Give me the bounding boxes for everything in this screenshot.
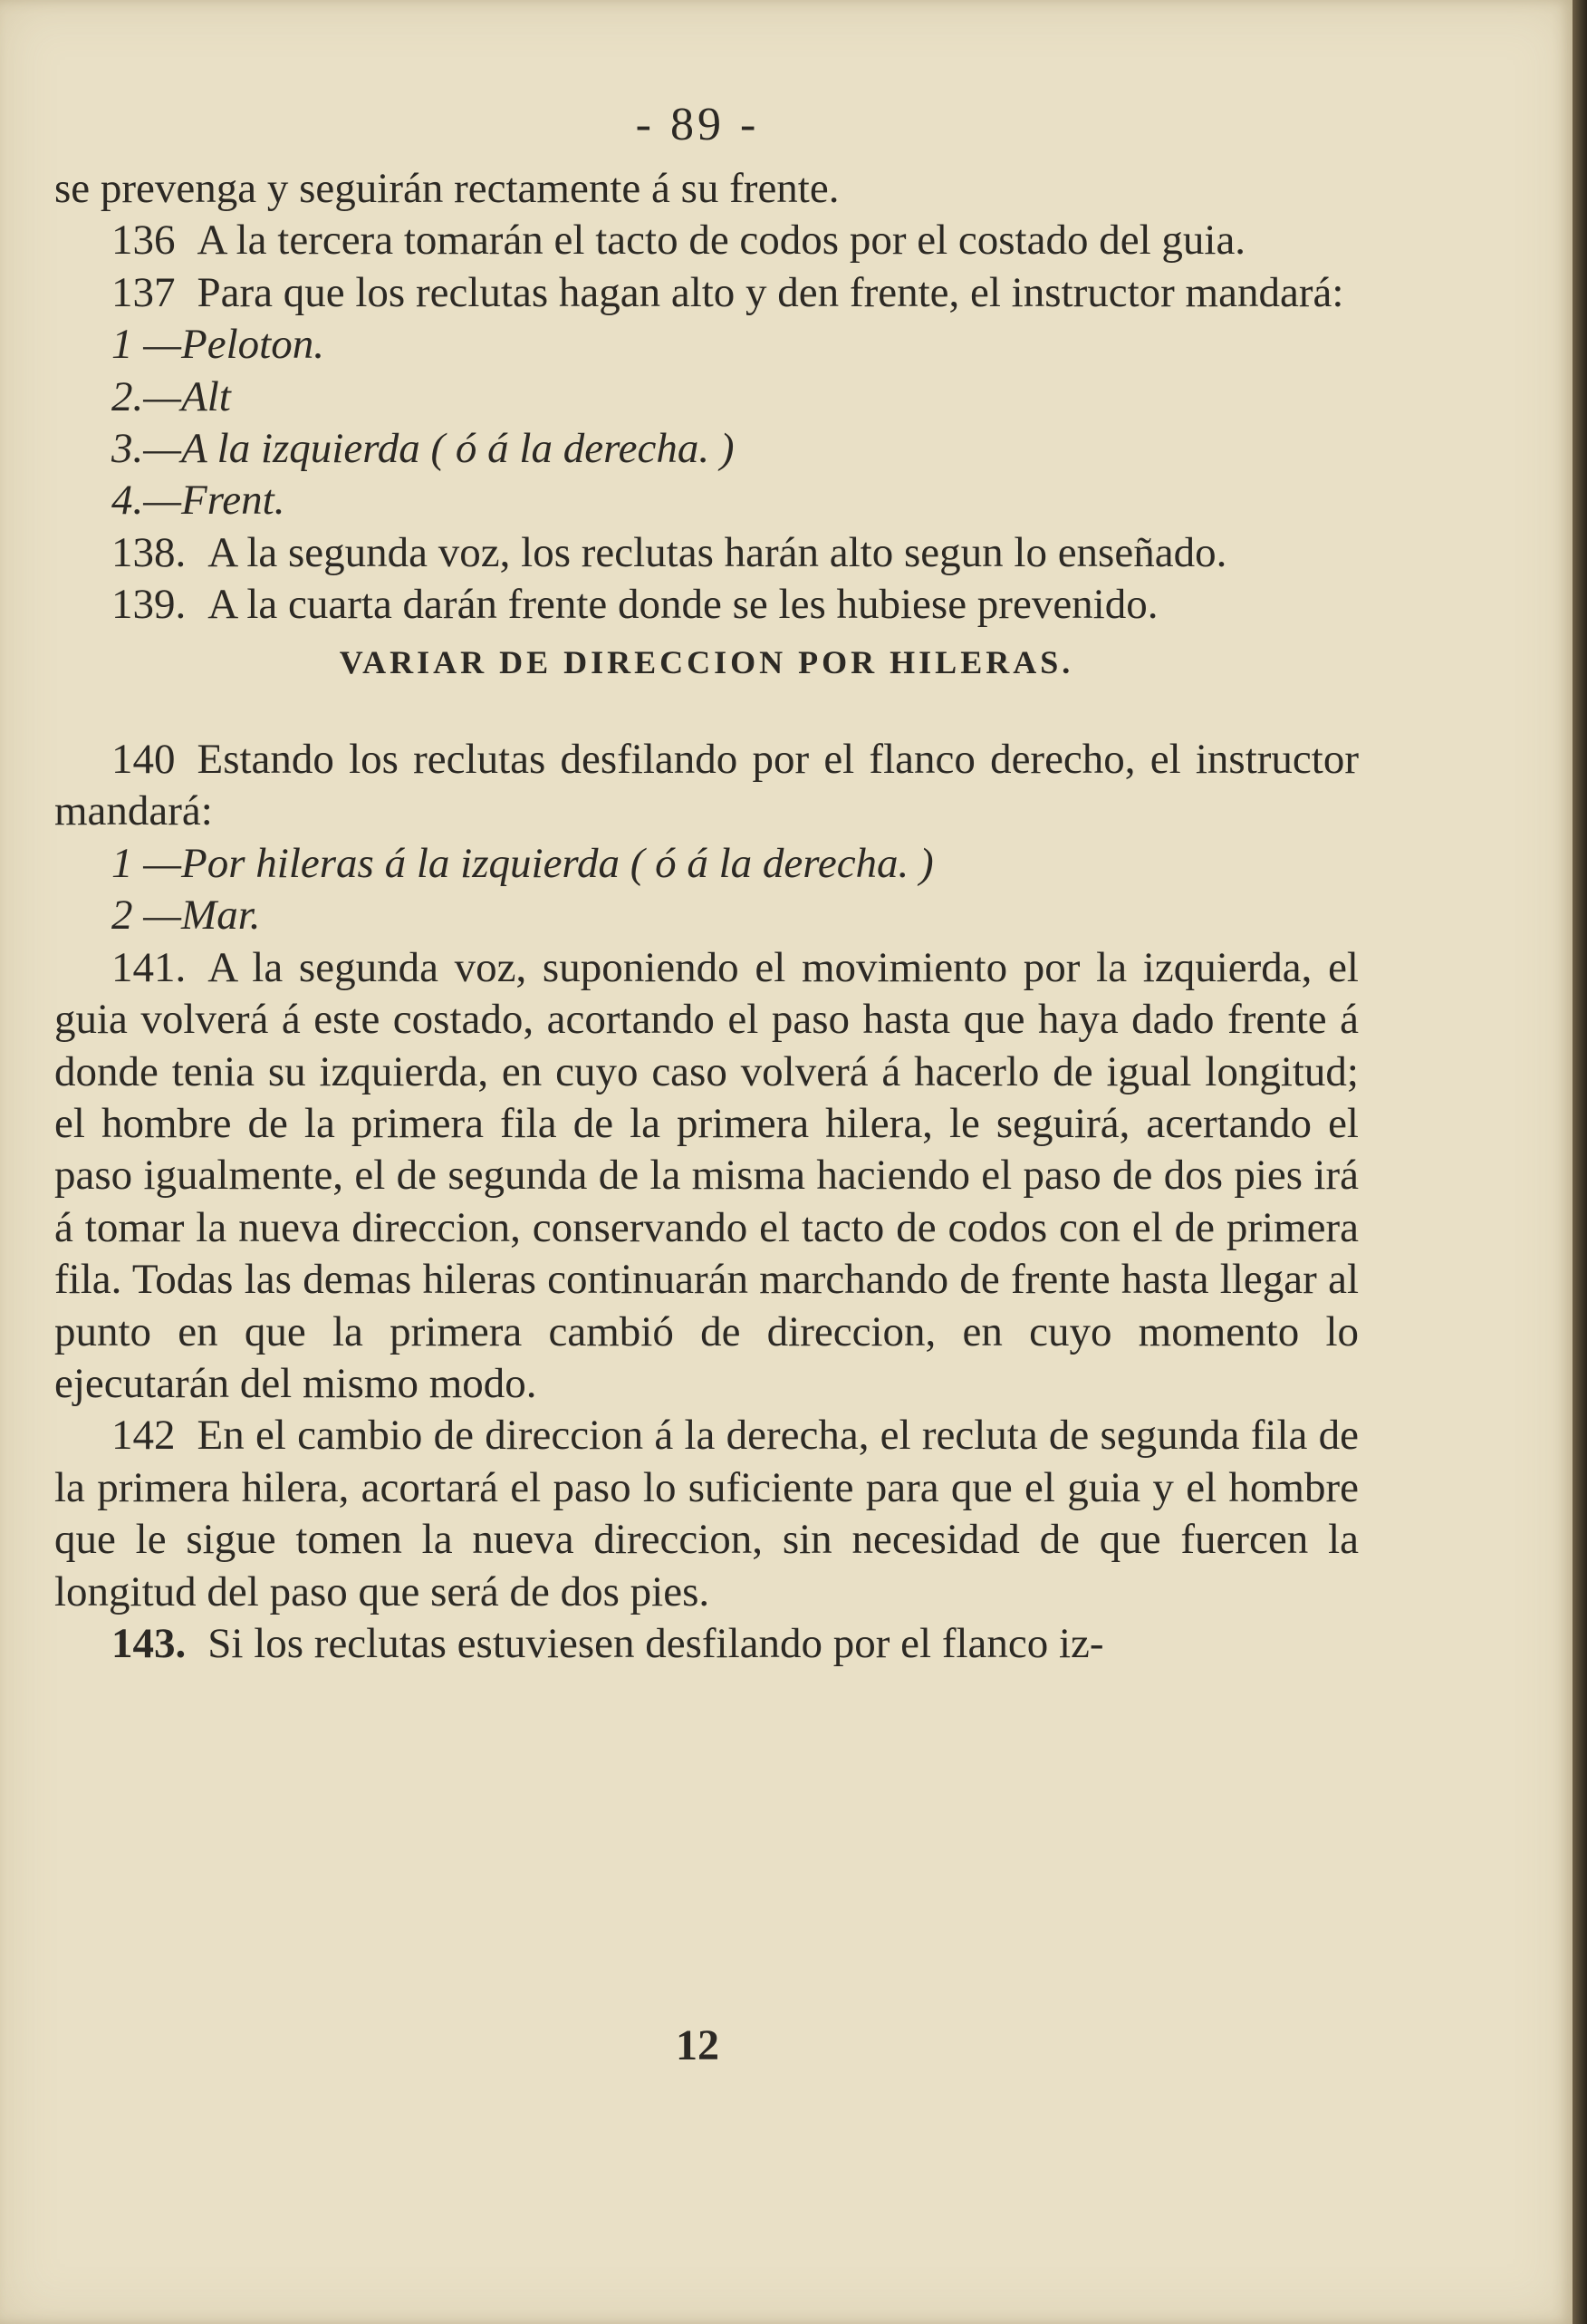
paragraph-number: 138. [111, 528, 187, 576]
paragraph-142 [54, 1410, 1359, 1618]
page-number: - 89 - [635, 99, 760, 150]
paragraph-138 [54, 527, 1359, 579]
paragraph-text: A la segunda voz, los reclutas harán alto segun lo enseñado. [207, 528, 1227, 576]
page-body [54, 163, 1359, 1670]
paragraph-text: En el cambio de direccion á la derecha, el recluta de segunda fila de la primera hilera, acortará el paso lo suficiente para que el guia y el hombre que le sigue tomen la nueva direccion, sin necesidad de que fuercen la longitud del paso que será de dos pies. [54, 1412, 1359, 1615]
command-line: 1 —Peloton. [111, 321, 324, 369]
command-line: 3.—A la izquierda ( ó á la derecha. ) [111, 425, 735, 473]
command-line: 4.—Frent. [111, 477, 285, 525]
paragraph-text: A la segunda voz, suponiendo el movimiento por la izquierda, el guia volverá á este costado, acortando el paso hasta que haya dado frente á donde tenia su izquierda, en cuyo caso volverá á hacerlo de igual longitud; el hombre de la primera fila de la primera hilera, le seguirá, acertando el paso igualmente, el de segunda de la misma haciendo el paso de dos pies irá á tomar la nueva direccion, conservando el tacto de codos con el de primera fila. Todas las demas hileras continuarán marchando de frente hasta llegar al punto en que la primera cambió de direccion, en cuyo momento lo ejecutarán del mismo modo. [54, 943, 1359, 1407]
page-edge [1573, 0, 1587, 2324]
paragraph-text: Para que los reclutas hagan alto y den frente, el instructor mandará: [197, 268, 1344, 316]
paragraph-number: 143. [111, 1619, 187, 1667]
continuation-line: se prevenga y seguirán rectamente á su frente. [54, 165, 840, 212]
paragraph-text: A la tercera tomarán el tacto de codos por el costado del guia. [197, 217, 1246, 265]
paragraph-number: 136 [111, 217, 176, 265]
paragraph-number: 140 [111, 736, 176, 784]
paragraph-text: A la cuarta darán frente donde se les hubiese prevenido. [207, 581, 1159, 629]
command-line: 1 —Por hileras á la izquierda ( ó á la derecha. ) [111, 839, 934, 887]
paragraph-number: 139. [111, 581, 187, 629]
paragraph-140 [54, 734, 1359, 838]
paragraph-text: Estando los reclutas desfilando por el flanco derecho, el instructor mandará: [54, 736, 1359, 835]
paragraph-143 [54, 1618, 1359, 1670]
paragraph-number: 137 [111, 268, 176, 316]
paragraph-number: 141. [111, 943, 187, 991]
paragraph-number: 142 [111, 1412, 176, 1460]
command-line: 2 —Mar. [111, 892, 261, 940]
command-line: 2.—Alt [111, 372, 231, 420]
paragraph-text: Si los reclutas estuviesen desfilando por el flanco iz- [207, 1619, 1104, 1667]
signature-mark: 12 [676, 2021, 719, 2069]
paragraph-137 [54, 267, 1359, 319]
paragraph-139 [54, 579, 1359, 631]
section-heading: VARIAR DE DIRECCION POR HILERAS. [339, 643, 1074, 680]
paragraph-136 [54, 215, 1359, 266]
paragraph-141 [54, 942, 1359, 1411]
